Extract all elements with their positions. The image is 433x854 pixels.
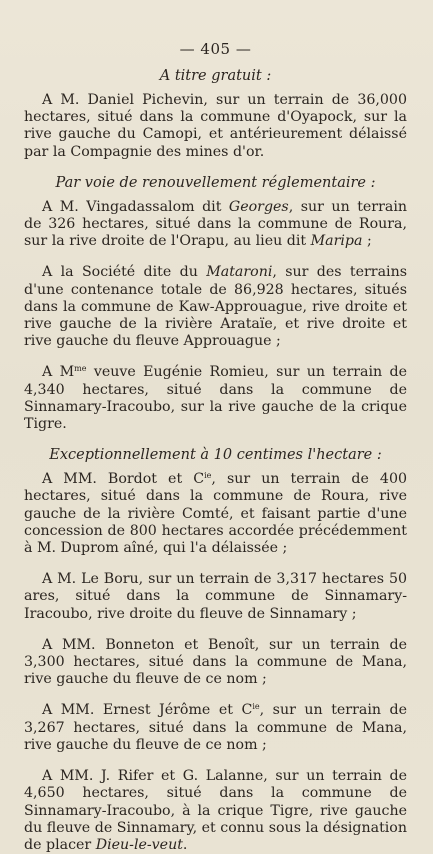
- section-heading-gratuit: A titre gratuit :: [159, 68, 272, 84]
- paragraph-text: A M. Daniel Pichevin, sur un terrain de 36,000 hectares, situé dans la commune d'Oyapock, sur la rive gauche du Camopi, et antérieurement délaissé par la Compagnie des mines d'or.: [24, 92, 407, 160]
- paragraph-italic-text: Georges: [228, 198, 289, 215]
- paragraph-italic-text: Maripa: [310, 233, 363, 250]
- paragraph-text: A M. Vingadassalom dit: [42, 198, 229, 215]
- superscript-abbrev: me: [74, 364, 87, 374]
- paragraph-text: .: [182, 836, 188, 853]
- section-heading-renouvellement: Par voie de renouvellement réglementaire :: [55, 174, 376, 191]
- paragraph-rifer-lalanne: [24, 768, 407, 854]
- paragraph-text: A MM. Bonneton et Benoît, sur un terrain de 3,300 hectares, situé dans la commune de Mana, rive gauche du fleuve de ce nom ;: [24, 636, 407, 688]
- paragraph-text: A M: [42, 364, 75, 381]
- paragraph-vingadassalom: [24, 199, 407, 251]
- page-number: — 405 —: [179, 40, 252, 58]
- paragraph-bonneton: [24, 637, 407, 689]
- paragraph-italic-text: Mataroni: [206, 264, 273, 281]
- paragraph-text: ;: [362, 233, 372, 250]
- paragraph-pichevin: [24, 92, 407, 161]
- paragraph-text: A MM. Ernest Jérôme et C: [42, 702, 253, 719]
- paragraph-text: A MM. Bordot et C: [42, 471, 205, 488]
- paragraph-le-boru: [24, 571, 407, 623]
- paragraph-text: , sur un terrain de 326 hectares, situé dans la commune de Roura, sur la rive droite de l'Orapu, au lieu dit: [24, 198, 407, 250]
- paragraph-romieu: [24, 364, 407, 433]
- paragraph-bordot: [24, 471, 407, 557]
- paragraph-mataroni: [24, 264, 407, 350]
- paragraph-text: , sur un terrain de 400 hectares, situé dans la commune de Roura, rive gauche de la rivière Comté, et faisant partie d'une concession de 800 hectares accordée précédemment à M. Duprom aîné, qui l'a délaissée ;: [24, 471, 407, 557]
- paragraph-text: , sur un terrain de 3,267 hectares, situé dans la commune de Mana, rive gauche du fleuve de ce nom ;: [24, 702, 407, 753]
- paragraph-text: veuve Eugénie Romieu, sur un terrain de 4,340 hectares, situé dans la commune de Sinnamary-Iracoubo, sur la rive gauche de la crique Tigre.: [24, 364, 407, 433]
- paragraph-italic-text: Dieu-le-veut: [95, 836, 183, 853]
- paragraph-jerome: [24, 702, 407, 754]
- paragraph-text: , sur des terrains d'une contenance totale de 86,928 hectares, situés dans la commune de Kaw-Approuague, rive droite et rive gauche de la rivière Arataïe, et rive droite et rive gauche du fleuve Approuague ;: [24, 264, 407, 350]
- superscript-abbrev: ie: [252, 702, 260, 712]
- paragraph-text: A MM. J. Rifer et G. Lalanne, sur un terrain de 4,650 hectares, situé dans la commune de Sinnamary-Iracoubo, à la crique Tigre, rive gauche du fleuve de Sinnamary, et connu sous la désignation de placer: [24, 768, 407, 853]
- paragraph-text: A M. Le Boru, sur un terrain de 3,317 hectares 50 ares, situé dans la commune de Sinnamary-Iracoubo, rive droite du fleuve de Sinnamary ;: [24, 571, 407, 622]
- superscript-abbrev: ie: [204, 471, 212, 481]
- paragraph-text: A la Société dite du: [42, 264, 207, 281]
- section-heading-exceptionnellement: Exceptionnellement à 10 centimes l'hectare :: [49, 447, 382, 464]
